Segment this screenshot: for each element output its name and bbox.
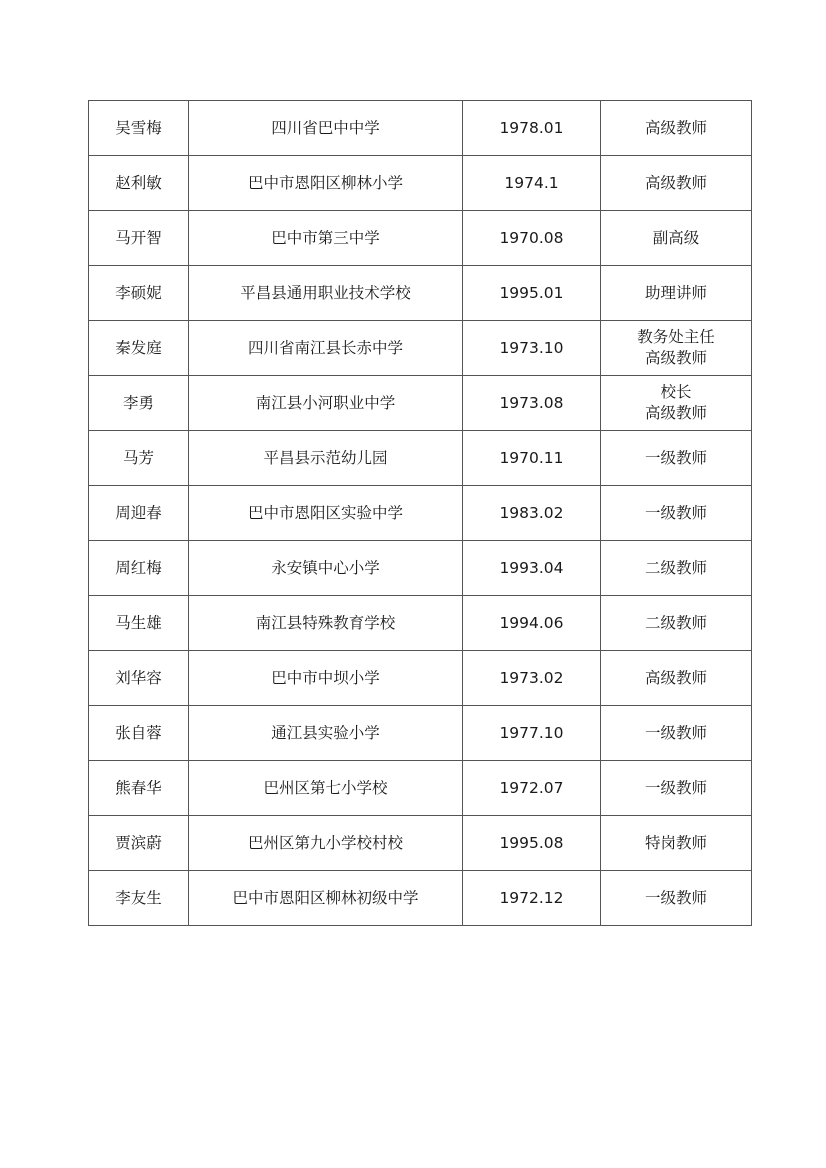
job-title-cell: [601, 321, 752, 376]
job-title-line: 高级教师: [644, 404, 707, 422]
job-title-cell: [601, 761, 752, 816]
school-name-cell: 巴中市中坝小学: [189, 651, 463, 706]
teacher-name-cell: 周迎春: [89, 486, 189, 541]
job-title-line: 二级教师: [644, 613, 707, 632]
table-row: [89, 101, 752, 156]
table-row: [89, 651, 752, 706]
job-title-line: 一级教师: [644, 778, 707, 797]
teacher-name-cell: 刘华容: [89, 651, 189, 706]
school-name-cell: 南江县小河职业中学: [189, 376, 463, 431]
job-title-cell: [601, 431, 752, 486]
job-title-cell: [601, 486, 752, 541]
school-name-cell: 通江县实验小学: [189, 706, 463, 761]
birth-date-cell: 1983.02: [463, 486, 601, 541]
birth-date-cell: 1978.01: [463, 101, 601, 156]
birth-date-cell: 1970.11: [463, 431, 601, 486]
job-title-line: 教务处主任: [637, 328, 715, 346]
teacher-roster-table: [88, 100, 752, 926]
job-title-cell: [601, 211, 752, 266]
table-row: [89, 816, 752, 871]
teacher-roster-body: [89, 101, 752, 926]
school-name-cell: 巴中市第三中学: [189, 211, 463, 266]
birth-date-cell: 1972.12: [463, 871, 601, 926]
table-row: [89, 761, 752, 816]
teacher-name-cell: 李勇: [89, 376, 189, 431]
table-row: [89, 431, 752, 486]
teacher-name-cell: 马开智: [89, 211, 189, 266]
job-title-line: 高级教师: [644, 118, 707, 137]
birth-date-cell: 1973.10: [463, 321, 601, 376]
table-row: [89, 596, 752, 651]
school-name-cell: 平昌县通用职业技术学校: [189, 266, 463, 321]
job-title-cell: [601, 101, 752, 156]
job-title-line: 高级教师: [644, 349, 707, 367]
birth-date-cell: 1974.1: [463, 156, 601, 211]
job-title-line: 二级教师: [644, 558, 707, 577]
job-title-line: 一级教师: [644, 723, 707, 742]
birth-date-cell: 1973.08: [463, 376, 601, 431]
job-title-line: 一级教师: [644, 448, 707, 467]
teacher-name-cell: 熊春华: [89, 761, 189, 816]
job-title-cell: [601, 706, 752, 761]
teacher-name-cell: 马芳: [89, 431, 189, 486]
table-row: [89, 211, 752, 266]
school-name-cell: 巴州区第七小学校: [189, 761, 463, 816]
teacher-name-cell: 马生雄: [89, 596, 189, 651]
job-title-cell: [601, 651, 752, 706]
job-title-cell: [601, 156, 752, 211]
school-name-cell: 巴中市恩阳区柳林小学: [189, 156, 463, 211]
teacher-name-cell: 贾滨蔚: [89, 816, 189, 871]
table-row: [89, 871, 752, 926]
table-row: [89, 266, 752, 321]
birth-date-cell: 1972.07: [463, 761, 601, 816]
job-title-line: 副高级: [652, 228, 700, 247]
school-name-cell: 四川省巴中中学: [189, 101, 463, 156]
job-title-line: 校长: [660, 383, 692, 401]
teacher-name-cell: 张自蓉: [89, 706, 189, 761]
school-name-cell: 永安镇中心小学: [189, 541, 463, 596]
job-title-cell: [601, 816, 752, 871]
teacher-name-cell: 赵利敏: [89, 156, 189, 211]
birth-date-cell: 1995.08: [463, 816, 601, 871]
birth-date-cell: 1994.06: [463, 596, 601, 651]
school-name-cell: 巴中市恩阳区柳林初级中学: [189, 871, 463, 926]
birth-date-cell: 1970.08: [463, 211, 601, 266]
teacher-name-cell: 李友生: [89, 871, 189, 926]
birth-date-cell: 1995.01: [463, 266, 601, 321]
job-title-line: 一级教师: [644, 503, 707, 522]
job-title-line: 一级教师: [644, 888, 707, 907]
birth-date-cell: 1993.04: [463, 541, 601, 596]
job-title-line: 高级教师: [644, 173, 707, 192]
school-name-cell: 巴州区第九小学校村校: [189, 816, 463, 871]
school-name-cell: 巴中市恩阳区实验中学: [189, 486, 463, 541]
table-row: [89, 486, 752, 541]
job-title-cell: [601, 871, 752, 926]
table-row: [89, 541, 752, 596]
birth-date-cell: 1977.10: [463, 706, 601, 761]
school-name-cell: 南江县特殊教育学校: [189, 596, 463, 651]
school-name-cell: 平昌县示范幼儿园: [189, 431, 463, 486]
table-row: [89, 156, 752, 211]
job-title-cell: [601, 541, 752, 596]
job-title-cell: [601, 596, 752, 651]
teacher-name-cell: 周红梅: [89, 541, 189, 596]
job-title-cell: [601, 266, 752, 321]
job-title-line: 助理讲师: [644, 283, 707, 302]
school-name-cell: 四川省南江县长赤中学: [189, 321, 463, 376]
teacher-name-cell: 吴雪梅: [89, 101, 189, 156]
table-row: [89, 321, 752, 376]
table-row: [89, 376, 752, 431]
teacher-name-cell: 李硕妮: [89, 266, 189, 321]
job-title-line: 特岗教师: [644, 833, 707, 852]
teacher-name-cell: 秦发庭: [89, 321, 189, 376]
birth-date-cell: 1973.02: [463, 651, 601, 706]
job-title-cell: [601, 376, 752, 431]
job-title-line: 高级教师: [644, 668, 707, 687]
table-row: [89, 706, 752, 761]
